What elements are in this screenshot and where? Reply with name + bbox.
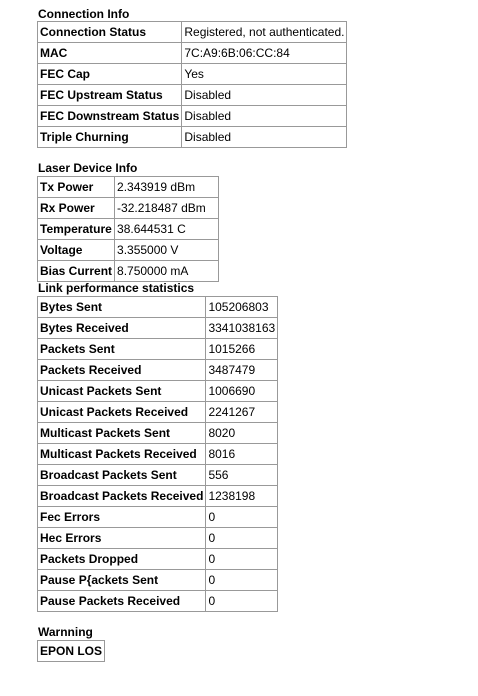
unicast-packets-received-label: Unicast Packets Received [38,402,206,423]
pause-packets-received-value: 0 [206,591,278,612]
multicast-packets-sent-label: Multicast Packets Sent [38,423,206,444]
pause-packets-sent-value: 0 [206,570,278,591]
broadcast-packets-received-value: 1238198 [206,486,278,507]
table-row [38,127,347,148]
triple-churning-label: Triple Churning [38,127,182,148]
table-row [38,507,278,528]
multicast-packets-sent-value: 8020 [206,423,278,444]
table-row [38,318,278,339]
connection-info-title: Connection Info [38,7,130,21]
laser-device-info-table [37,176,219,282]
packets-sent-value: 1015266 [206,339,278,360]
bias-current-value: 8.750000 mA [115,261,219,282]
table-row [38,85,347,106]
fec-downstream-status-value: Disabled [182,106,347,127]
fec-downstream-status-label: FEC Downstream Status [38,106,182,127]
hec-errors-value: 0 [206,528,278,549]
table-row [38,570,278,591]
packets-sent-label: Packets Sent [38,339,206,360]
unicast-packets-sent-label: Unicast Packets Sent [38,381,206,402]
unicast-packets-sent-value: 1006690 [206,381,278,402]
table-row [38,402,278,423]
broadcast-packets-sent-value: 556 [206,465,278,486]
table-row [38,465,278,486]
table-row [38,297,278,318]
fec-errors-value: 0 [206,507,278,528]
table-row [38,219,219,240]
pause-packets-sent-label: Pause P{ackets Sent [38,570,206,591]
tx-power-value: 2.343919 dBm [115,177,219,198]
triple-churning-value: Disabled [182,127,347,148]
mac-label: MAC [38,43,182,64]
broadcast-packets-received-label: Broadcast Packets Received [38,486,206,507]
table-row [38,486,278,507]
warning-message: EPON LOS [37,640,105,662]
fec-cap-label: FEC Cap [38,64,182,85]
table-row [38,444,278,465]
bytes-received-label: Bytes Received [38,318,206,339]
temperature-value: 38.644531 C [115,219,219,240]
unicast-packets-received-value: 2241267 [206,402,278,423]
table-row [38,64,347,85]
packets-dropped-value: 0 [206,549,278,570]
packets-received-label: Packets Received [38,360,206,381]
table-row [38,177,219,198]
connection-status-value: Registered, not authenticated. [182,22,347,43]
bytes-sent-label: Bytes Sent [38,297,206,318]
multicast-packets-received-value: 8016 [206,444,278,465]
fec-upstream-status-label: FEC Upstream Status [38,85,182,106]
bytes-sent-value: 105206803 [206,297,278,318]
table-row [38,106,347,127]
table-row [38,22,347,43]
table-row [38,360,278,381]
connection-info-table [37,21,347,148]
link-performance-statistics-table [37,296,278,612]
table-row [38,423,278,444]
laser-device-info-title: Laser Device Info [38,161,138,175]
tx-power-label: Tx Power [38,177,115,198]
table-row [38,381,278,402]
table-row [38,549,278,570]
voltage-value: 3.355000 V [115,240,219,261]
mac-value: 7C:A9:6B:06:CC:84 [182,43,347,64]
link-performance-statistics-title: Link performance statistics [38,281,195,295]
fec-errors-label: Fec Errors [38,507,206,528]
warning-title: Warnning [38,625,93,639]
temperature-label: Temperature [38,219,115,240]
pause-packets-received-label: Pause Packets Received [38,591,206,612]
packets-dropped-label: Packets Dropped [38,549,206,570]
table-row [38,43,347,64]
bias-current-label: Bias Current [38,261,115,282]
fec-cap-value: Yes [182,64,347,85]
rx-power-label: Rx Power [38,198,115,219]
fec-upstream-status-value: Disabled [182,85,347,106]
table-row [38,339,278,360]
table-row [38,591,278,612]
table-row [38,240,219,261]
rx-power-value: -32.218487 dBm [115,198,219,219]
table-row [38,528,278,549]
voltage-label: Voltage [38,240,115,261]
table-row [38,198,219,219]
broadcast-packets-sent-label: Broadcast Packets Sent [38,465,206,486]
table-row [38,261,219,282]
hec-errors-label: Hec Errors [38,528,206,549]
multicast-packets-received-label: Multicast Packets Received [38,444,206,465]
bytes-received-value: 3341038163 [206,318,278,339]
packets-received-value: 3487479 [206,360,278,381]
connection-status-label: Connection Status [38,22,182,43]
